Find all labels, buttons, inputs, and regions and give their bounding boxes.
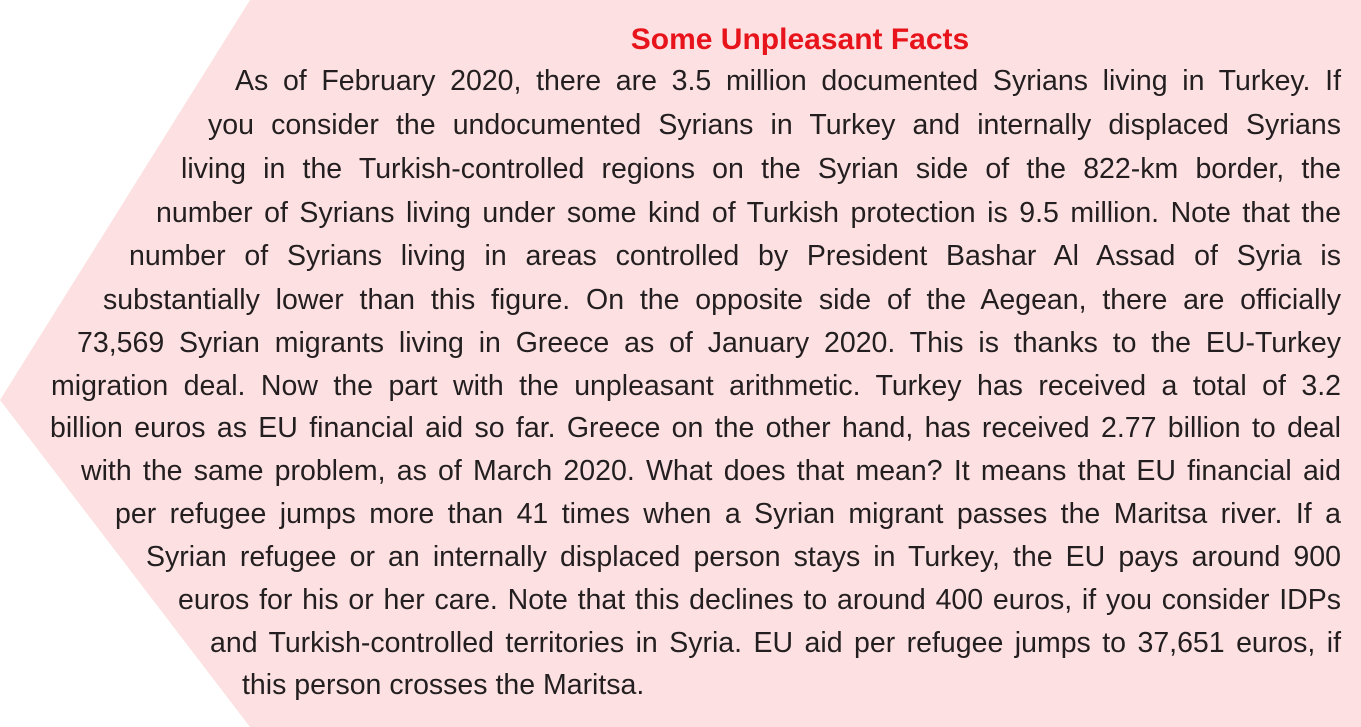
paragraph-line: As of February 2020, there are 3.5 million documented Syrians living in Turkey. If: [235, 65, 1341, 97]
paragraph-line: and Turkish-controlled territories in Syria. EU aid per refugee jumps to 37,651 euros, if: [210, 627, 1341, 659]
paragraph-line: per refugee jumps more than 41 times when a Syrian migrant passes the Maritsa river. If a: [115, 498, 1341, 530]
paragraph-line: living in the Turkish-controlled regions on the Syrian side of the 822-km border, the: [181, 153, 1341, 185]
paragraph-line: with the same problem, as of March 2020. What does that mean? It means that EU financial aid: [81, 455, 1341, 487]
paragraph-line: euros for his or her care. Note that this declines to around 400 euros, if you consider IDPs: [178, 584, 1341, 616]
paragraph-line: billion euros as EU financial aid so far. Greece on the other hand, has received 2.77 billion to deal: [50, 412, 1341, 444]
paragraph-line: substantially lower than this figure. On the opposite side of the Aegean, there are officially: [103, 284, 1341, 316]
panel-title: Some Unpleasant Facts: [630, 23, 970, 56]
paragraph-line: 73,569 Syrian migrants living in Greece as of January 2020. This is thanks to the EU-Turkey: [77, 327, 1341, 359]
paragraph-line: you consider the undocumented Syrians in Turkey and internally displaced Syrians: [208, 109, 1341, 141]
paragraph-line: Syrian refugee or an internally displaced person stays in Turkey, the EU pays around 900: [146, 541, 1341, 573]
paragraph-line: number of Syrians living under some kind of Turkish protection is 9.5 million. Note that the: [156, 197, 1341, 229]
paragraph-line: migration deal. Now the part with the unpleasant arithmetic. Turkey has received a total of 3.2: [51, 370, 1341, 402]
paragraph-line: this person crosses the Maritsa.: [242, 669, 645, 701]
paragraph-line: number of Syrians living in areas controlled by President Bashar Al Assad of Syria is: [129, 240, 1341, 272]
